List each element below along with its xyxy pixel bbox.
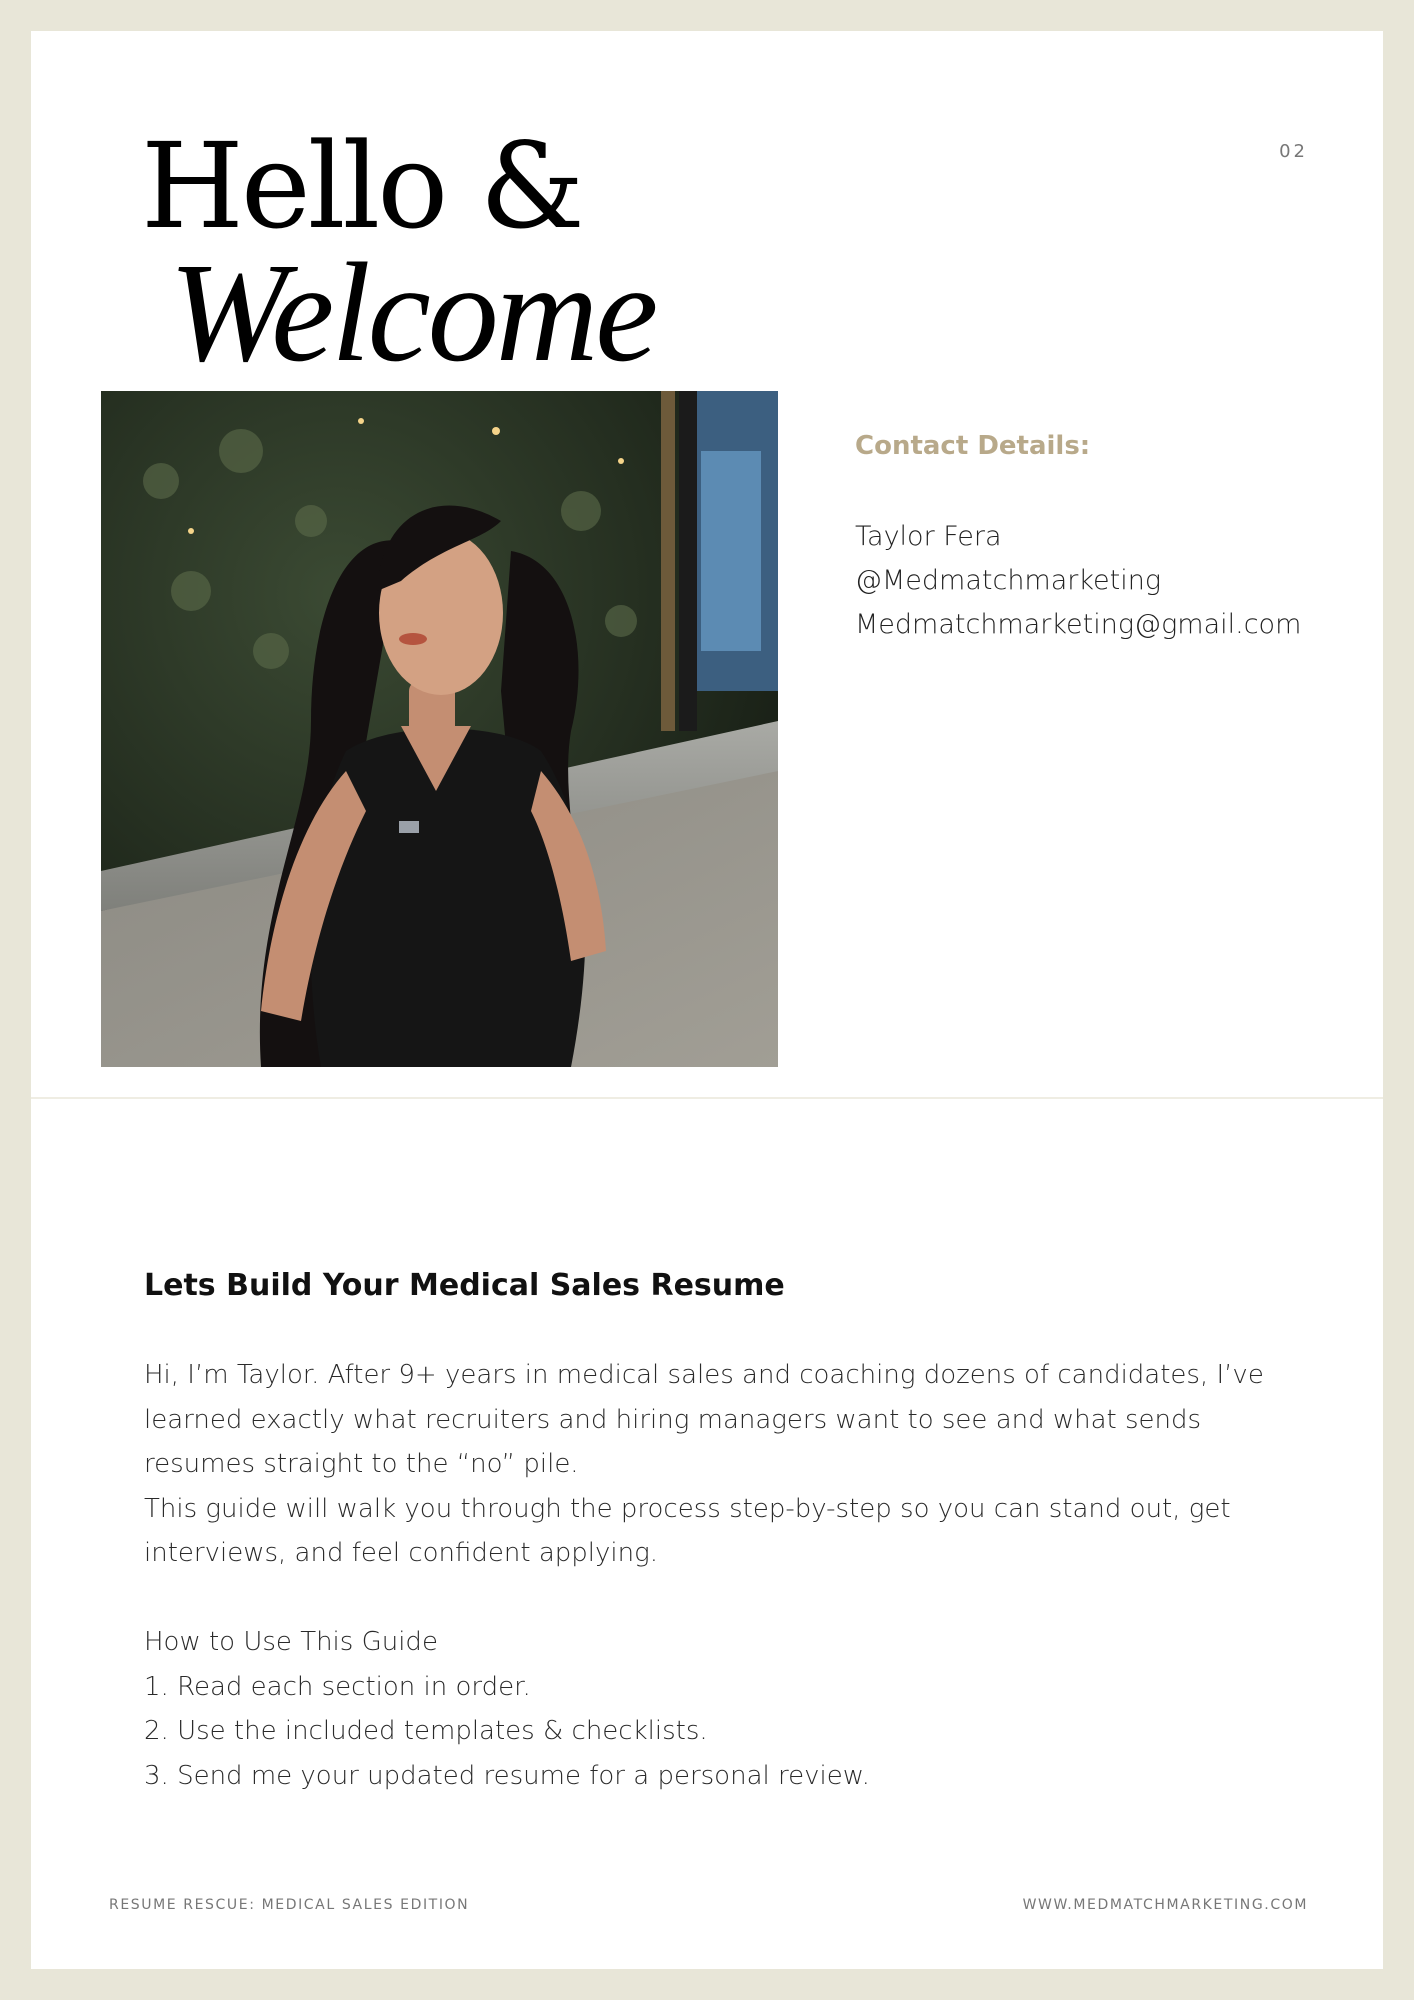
footer-website-link[interactable]: WWW.MEDMATCHMARKETING.COM [1022,1897,1308,1913]
intro-body [144,1353,1294,1798]
contact-name: Taylor Fera [855,521,1002,552]
intro-paragraph-2: This guide will walk you through the process step-by-step so you can stand out, get interviews, and feel confident applying. [144,1493,1231,1568]
hero-title-hello: Hello & [141,117,582,255]
page [31,31,1383,1969]
contact-heading: Contact Details: [855,431,1091,461]
page-number: 02 [1279,141,1308,162]
intro-title: Lets Build Your Medical Sales Resume [144,1268,785,1303]
intro-paragraph-1: Hi, I’m Taylor. After 9+ years in medical sales and coaching dozens of candidates, I’ve learned exactly what recruiters and hiring managers want to see and what sends resumes straight to the “no” pile. [144,1360,1264,1479]
guide-heading: How to Use This Guide [144,1627,438,1657]
contact-handle[interactable]: @Medmatchmarketing [855,565,1162,596]
footer-title: RESUME RESCUE: MEDICAL SALES EDITION [109,1897,470,1913]
portrait-photo [101,391,778,1067]
guide-step: 3. Send me your updated resume for a personal review. [144,1760,870,1791]
guide-step: 1. Read each section in order. [144,1671,531,1702]
section-divider [31,1097,1383,1099]
contact-email[interactable]: Medmatchmarketing@gmail.com [855,609,1302,640]
contact-details [855,431,1301,647]
hero-title-welcome: Welcome [169,233,656,391]
guide-step: 2. Use the included templates & checklists. [144,1716,708,1746]
